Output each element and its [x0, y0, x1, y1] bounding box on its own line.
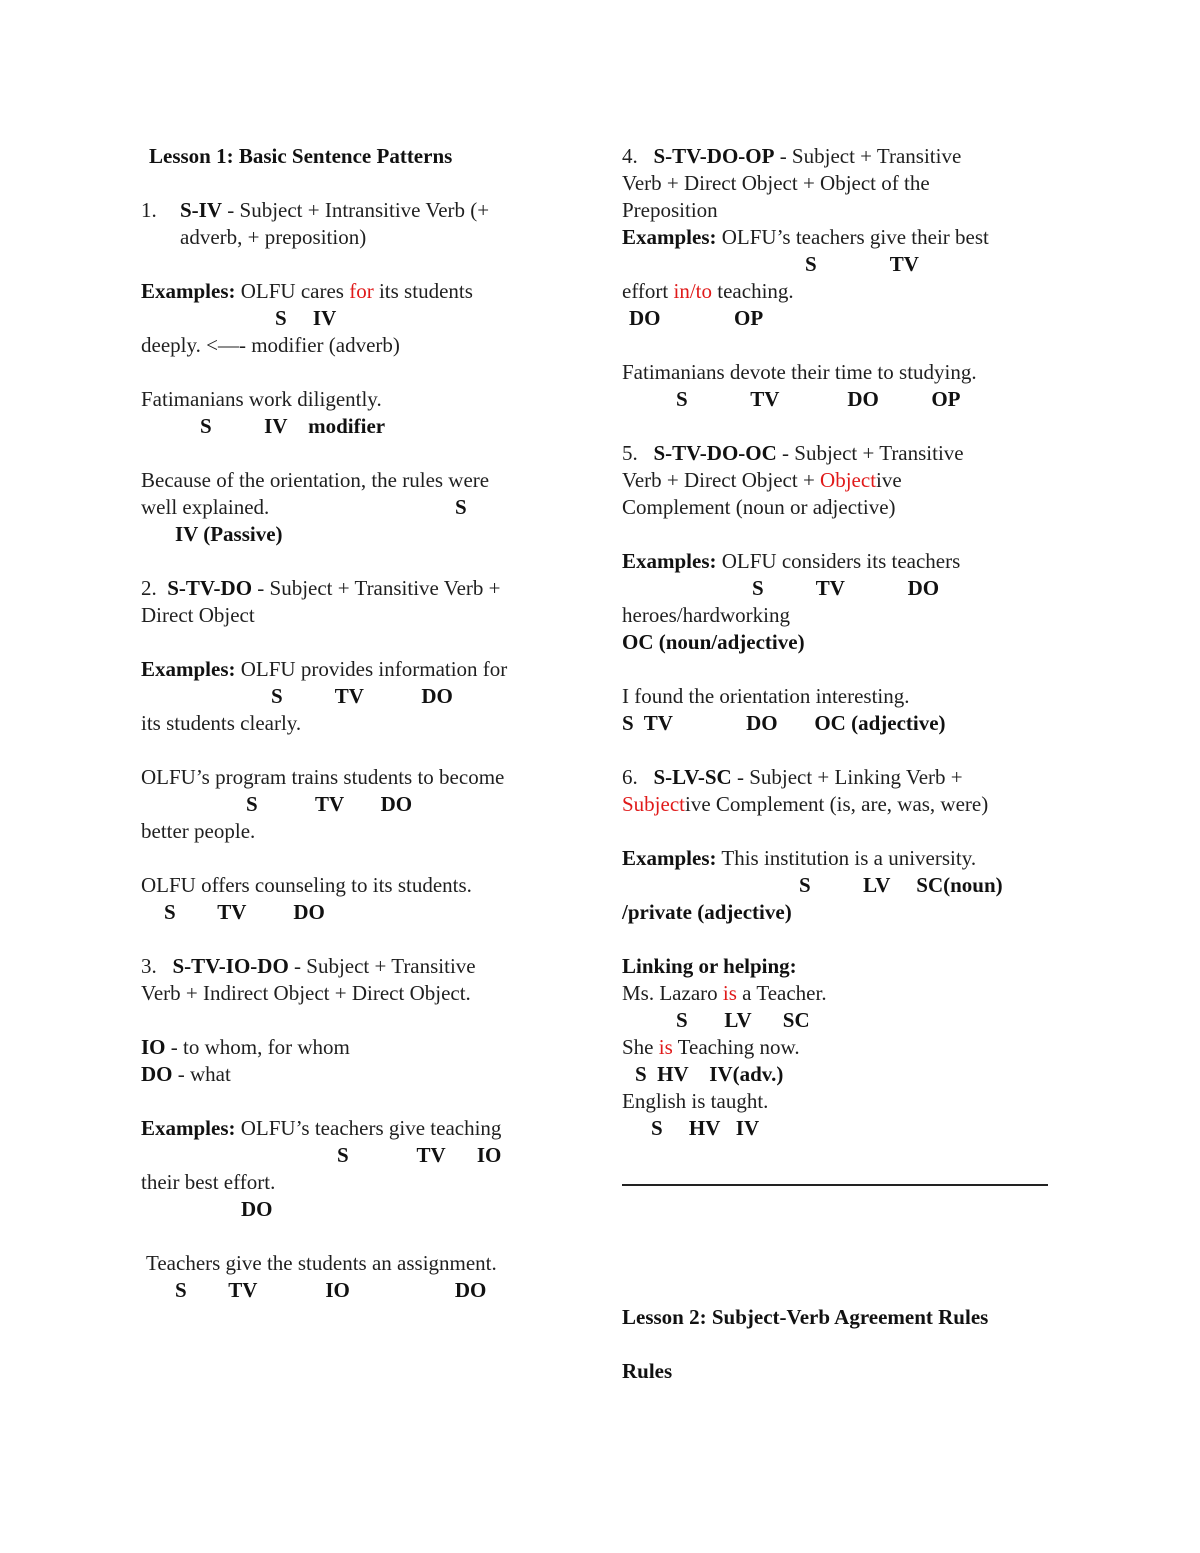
example-text: Teaching now. [672, 1035, 800, 1059]
pattern5-example1-tags: S TV DO [752, 576, 940, 600]
pattern6-example1 [622, 845, 976, 872]
pattern1-example2-tags: S IV modifier [200, 414, 386, 438]
pattern3-io-def [141, 1034, 350, 1061]
pattern2-number: 2. [141, 576, 157, 600]
pattern2-desc2: Direct Object [141, 603, 255, 627]
pattern5-heading [622, 440, 964, 467]
pattern4-example1-line2 [622, 278, 794, 305]
linking-example1 [622, 980, 827, 1007]
pattern3-do-def [141, 1061, 231, 1088]
pattern2-example2: OLFU’s program trains students to become [141, 765, 505, 789]
pattern3-desc1: - Subject + Transitive [288, 954, 476, 978]
linking-example2-tags: S HV IV(adv.) [635, 1062, 784, 1086]
pattern1-number: 1. [141, 198, 157, 222]
pattern4-code: S-TV-DO-OP [653, 144, 775, 168]
pattern4-heading [622, 143, 961, 170]
example-text: its students [373, 279, 473, 303]
highlight-word: Subject [622, 792, 685, 816]
io-text: - to whom, for whom [165, 1035, 350, 1059]
pattern2-example2-tags: S TV DO [246, 792, 413, 816]
pattern1-example3-line2: well explained. [141, 495, 270, 519]
linking-example3-tags: S HV IV [651, 1116, 760, 1140]
pattern3-example1 [141, 1115, 501, 1142]
pattern5-example1-oc: OC (noun/adjective) [622, 630, 805, 654]
linking-label: Linking or helping: [622, 954, 797, 978]
pattern4-desc3: Preposition [622, 198, 718, 222]
pattern5-example2: I found the orientation interesting. [622, 684, 910, 708]
lesson1-title: Lesson 1: Basic Sentence Patterns [149, 144, 453, 168]
examples-label: Examples: [141, 279, 236, 303]
example-text: effort [622, 279, 674, 303]
pattern2-heading [141, 575, 501, 602]
pattern5-code: S-TV-DO-OC [653, 441, 777, 465]
pattern1-line1 [180, 197, 489, 224]
highlight-word: for [349, 279, 374, 303]
pattern3-code: S-TV-IO-DO [172, 954, 289, 978]
pattern1-example3-tag-iv: IV (Passive) [175, 522, 283, 546]
pattern6-example1-tags: S LV SC(noun) [799, 873, 1003, 897]
examples-label: Examples: [141, 657, 236, 681]
linking-example2 [622, 1034, 800, 1061]
pattern3-example1-tag-do: DO [241, 1197, 273, 1221]
pattern5-desc2 [622, 467, 902, 494]
example-text: OLFU considers its teachers [716, 549, 961, 573]
example-text: teaching. [712, 279, 794, 303]
examples-label: Examples: [622, 225, 717, 249]
pattern2-example2-line2: better people. [141, 819, 256, 843]
examples-label: Examples: [141, 1116, 236, 1140]
pattern4-example2: Fatimanians devote their time to studying. [622, 360, 977, 384]
example-text: She [622, 1035, 659, 1059]
pattern2-desc1: - Subject + Transitive Verb + [252, 576, 501, 600]
pattern4-example2-tags: S TV DO OP [676, 387, 961, 411]
pattern6-number: 6. [622, 765, 638, 789]
pattern6-code: S-LV-SC [653, 765, 732, 789]
desc-text: Verb + Direct Object + [622, 468, 821, 492]
section-divider [622, 1184, 1048, 1186]
pattern3-desc2: Verb + Indirect Object + Direct Object. [141, 981, 471, 1005]
pattern6-desc2 [622, 791, 988, 818]
examples-label: Examples: [622, 846, 717, 870]
pattern1-code: S-IV [180, 198, 223, 222]
pattern3-example2-tags: S TV IO DO [175, 1278, 487, 1302]
pattern5-example1-line2: heroes/hardworking [622, 603, 790, 627]
pattern5-number: 5. [622, 441, 638, 465]
do-label: DO [141, 1062, 173, 1086]
linking-example3: English is taught. [622, 1089, 769, 1113]
pattern5-desc3: Complement (noun or adjective) [622, 495, 896, 519]
pattern1-example3-line1: Because of the orientation, the rules were [141, 468, 490, 492]
example-text: OLFU’s teachers give their best [716, 225, 989, 249]
pattern4-example1 [622, 224, 989, 251]
pattern4-number: 4. [622, 144, 638, 168]
pattern1-example1 [141, 278, 473, 305]
pattern2-example1-line2: its students clearly. [141, 711, 302, 735]
pattern6-heading [622, 764, 963, 791]
pattern1-example3-tag-s: S [455, 495, 467, 519]
desc-text: ive Complement (is, are, was, were) [685, 792, 989, 816]
pattern4-desc1: - Subject + Transitive [774, 144, 962, 168]
pattern5-example2-tags: S TV DO OC (adjective) [622, 711, 946, 735]
do-text: - what [172, 1062, 231, 1086]
pattern1-example1-line2: deeply. <—- modifier (adverb) [141, 333, 400, 357]
pattern2-example3: OLFU offers counseling to its students. [141, 873, 472, 897]
pattern3-heading [141, 953, 476, 980]
pattern3-example1-tags: S TV IO [337, 1143, 502, 1167]
pattern1-example1-tags: S IV [275, 306, 337, 330]
pattern6-example1-line2: /private (adjective) [622, 900, 792, 924]
pattern1-example2: Fatimanians work diligently. [141, 387, 382, 411]
example-text: Ms. Lazaro [622, 981, 723, 1005]
pattern2-code: S-TV-DO [167, 576, 253, 600]
lesson2-rules-heading: Rules [622, 1359, 673, 1383]
desc-text: ive [876, 468, 902, 492]
pattern2-example1-tags: S TV DO [271, 684, 453, 708]
pattern3-number: 3. [141, 954, 157, 978]
pattern4-desc2: Verb + Direct Object + Object of the [622, 171, 930, 195]
pattern2-example3-tags: S TV DO [164, 900, 325, 924]
example-text: a Teacher. [736, 981, 827, 1005]
pattern3-example2: Teachers give the students an assignment. [146, 1251, 497, 1275]
pattern1-heading [141, 197, 157, 224]
pattern4-example1-tags2: DO OP [629, 306, 764, 330]
highlight-word: in/to [673, 279, 713, 303]
pattern6-desc1: - Subject + Linking Verb + [731, 765, 963, 789]
pattern2-example1 [141, 656, 507, 683]
highlight-word: is [722, 981, 737, 1005]
pattern5-desc1: - Subject + Transitive [776, 441, 964, 465]
pattern3-example1-line2: their best effort. [141, 1170, 276, 1194]
examples-label: Examples: [622, 549, 717, 573]
example-text: OLFU’s teachers give teaching [235, 1116, 502, 1140]
highlight-word: is [658, 1035, 673, 1059]
linking-example1-tags: S LV SC [676, 1008, 810, 1032]
lesson2-title: Lesson 2: Subject-Verb Agreement Rules [622, 1305, 989, 1329]
pattern1-desc1: - Subject + Intransitive Verb (+ [222, 198, 490, 222]
example-text: OLFU provides information for [235, 657, 508, 681]
pattern5-example1 [622, 548, 960, 575]
pattern4-example1-tags: S TV [805, 252, 919, 276]
example-text: OLFU cares [235, 279, 350, 303]
highlight-word: Object [820, 468, 877, 492]
pattern1-desc2: adverb, + preposition) [180, 225, 367, 249]
example-text: This institution is a university. [716, 846, 977, 870]
io-label: IO [141, 1035, 166, 1059]
